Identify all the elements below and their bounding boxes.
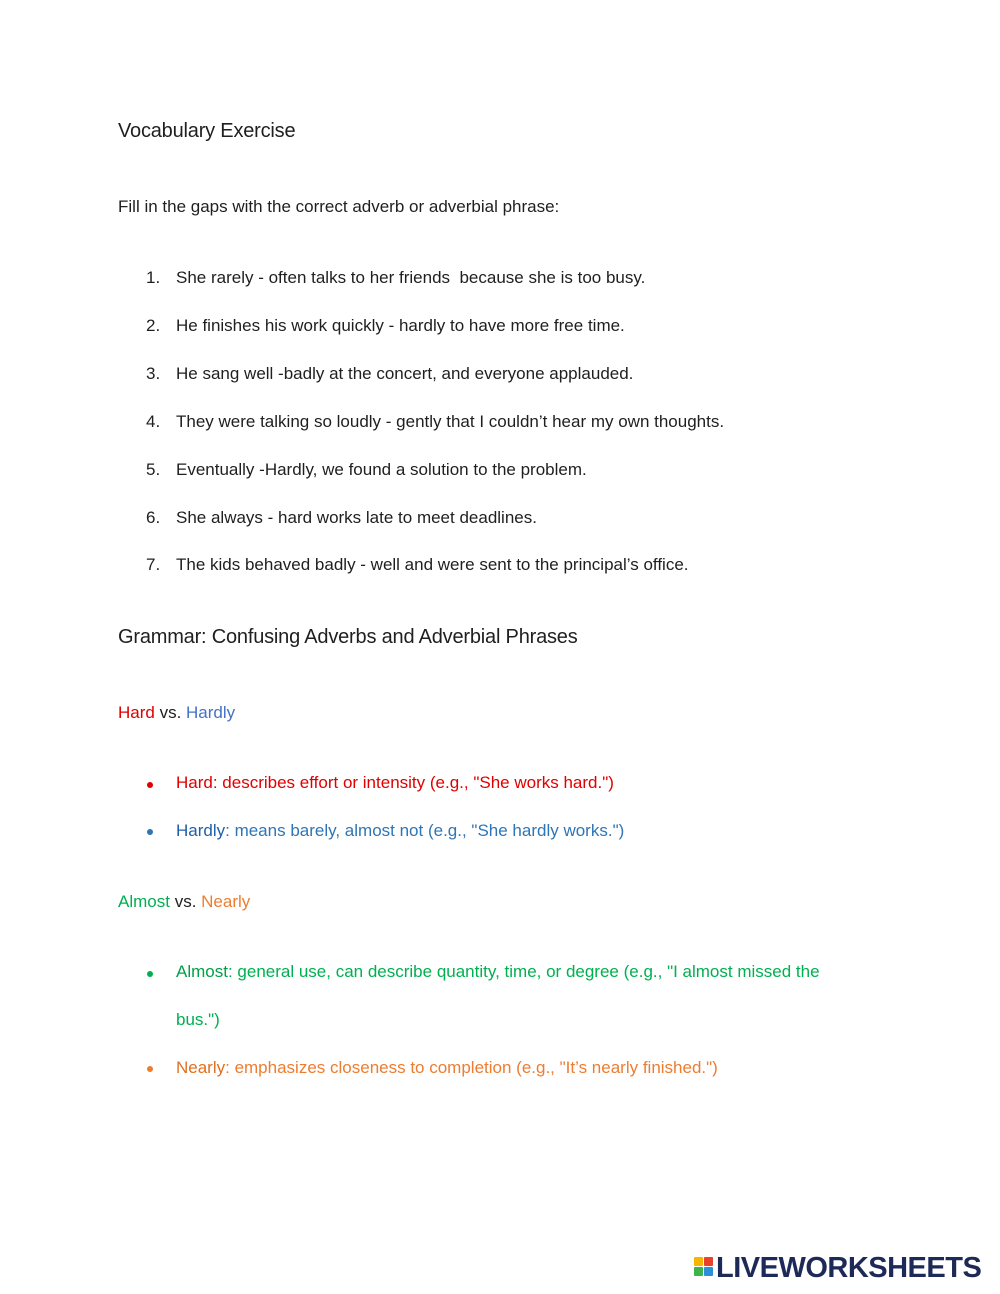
bullet-description: : means barely, almost not (e.g., "She hardly works.") — [225, 821, 625, 840]
item-number: 5. — [146, 460, 161, 479]
item-number: 4. — [146, 412, 161, 431]
item-text: They were talking so loudly - gently that I couldn’t hear my own thoughts. — [176, 412, 725, 431]
bullet-description: : general use, can describe quantity, time, or degree (e.g., "I almost missed the — [227, 962, 820, 981]
item-text: She always - hard works late to meet deadlines. — [176, 508, 537, 527]
pair-heading-almost-nearly — [118, 892, 250, 912]
bullet-description: : emphasizes closeness to completion (e.g., "It’s nearly finished.") — [225, 1058, 718, 1077]
item-number: 1. — [146, 268, 161, 287]
bullet-dot-blue — [147, 829, 153, 835]
item-text: He finishes his work quickly - hardly to have more free time. — [176, 316, 625, 335]
term-hard: Hard — [118, 703, 155, 722]
item-number: 6. — [146, 508, 161, 527]
grammar-title: Grammar: Confusing Adverbs and Adverbial Phrases — [118, 626, 578, 648]
item-number: 7. — [146, 555, 161, 574]
pair-heading-hard-hardly — [118, 703, 235, 723]
bullet-term: Hard — [176, 773, 213, 792]
bullet-term: Almost — [176, 962, 228, 981]
item-text: The kids behaved badly - well and were sent to the principal’s office. — [176, 555, 689, 574]
bullet-almost-continuation: bus.") — [176, 1010, 220, 1029]
bullet-dot-orange — [147, 1066, 153, 1072]
vs-label: vs. — [169, 892, 202, 911]
logo-tile-e — [704, 1267, 713, 1276]
item-number: 3. — [146, 364, 161, 383]
bullet-almost — [176, 962, 820, 982]
logo-tile-i — [704, 1257, 713, 1266]
bullet-dot-green — [147, 971, 153, 977]
item-text: She rarely - often talks to her friends because she is too busy. — [176, 268, 646, 287]
bullet-nearly — [176, 1058, 718, 1078]
bullet-hardly — [176, 821, 624, 841]
term-almost: Almost — [118, 892, 170, 911]
item-text: Eventually -Hardly, we found a solution to the problem. — [176, 460, 587, 479]
bullet-term: Nearly — [176, 1058, 226, 1077]
bullet-hard — [176, 773, 614, 793]
bullet-term: Hardly — [176, 821, 226, 840]
vocab-instruction: Fill in the gaps with the correct adverb or adverbial phrase: — [118, 197, 560, 216]
logo-tile-l — [694, 1257, 703, 1266]
logo-tile-v — [694, 1267, 703, 1276]
liveworksheets-logo — [694, 1252, 990, 1286]
item-number: 2. — [146, 316, 161, 335]
vs-label: vs. — [154, 703, 187, 722]
logo-text: LIVEWORKSHEETS — [716, 1252, 982, 1284]
bullet-dot-red — [147, 782, 153, 788]
term-nearly: Nearly — [201, 892, 251, 911]
bullet-description: : describes effort or intensity (e.g., "She works hard.") — [212, 773, 614, 792]
term-hardly: Hardly — [186, 703, 236, 722]
item-text: He sang well -badly at the concert, and everyone applauded. — [176, 364, 634, 383]
vocab-title: Vocabulary Exercise — [118, 120, 296, 142]
